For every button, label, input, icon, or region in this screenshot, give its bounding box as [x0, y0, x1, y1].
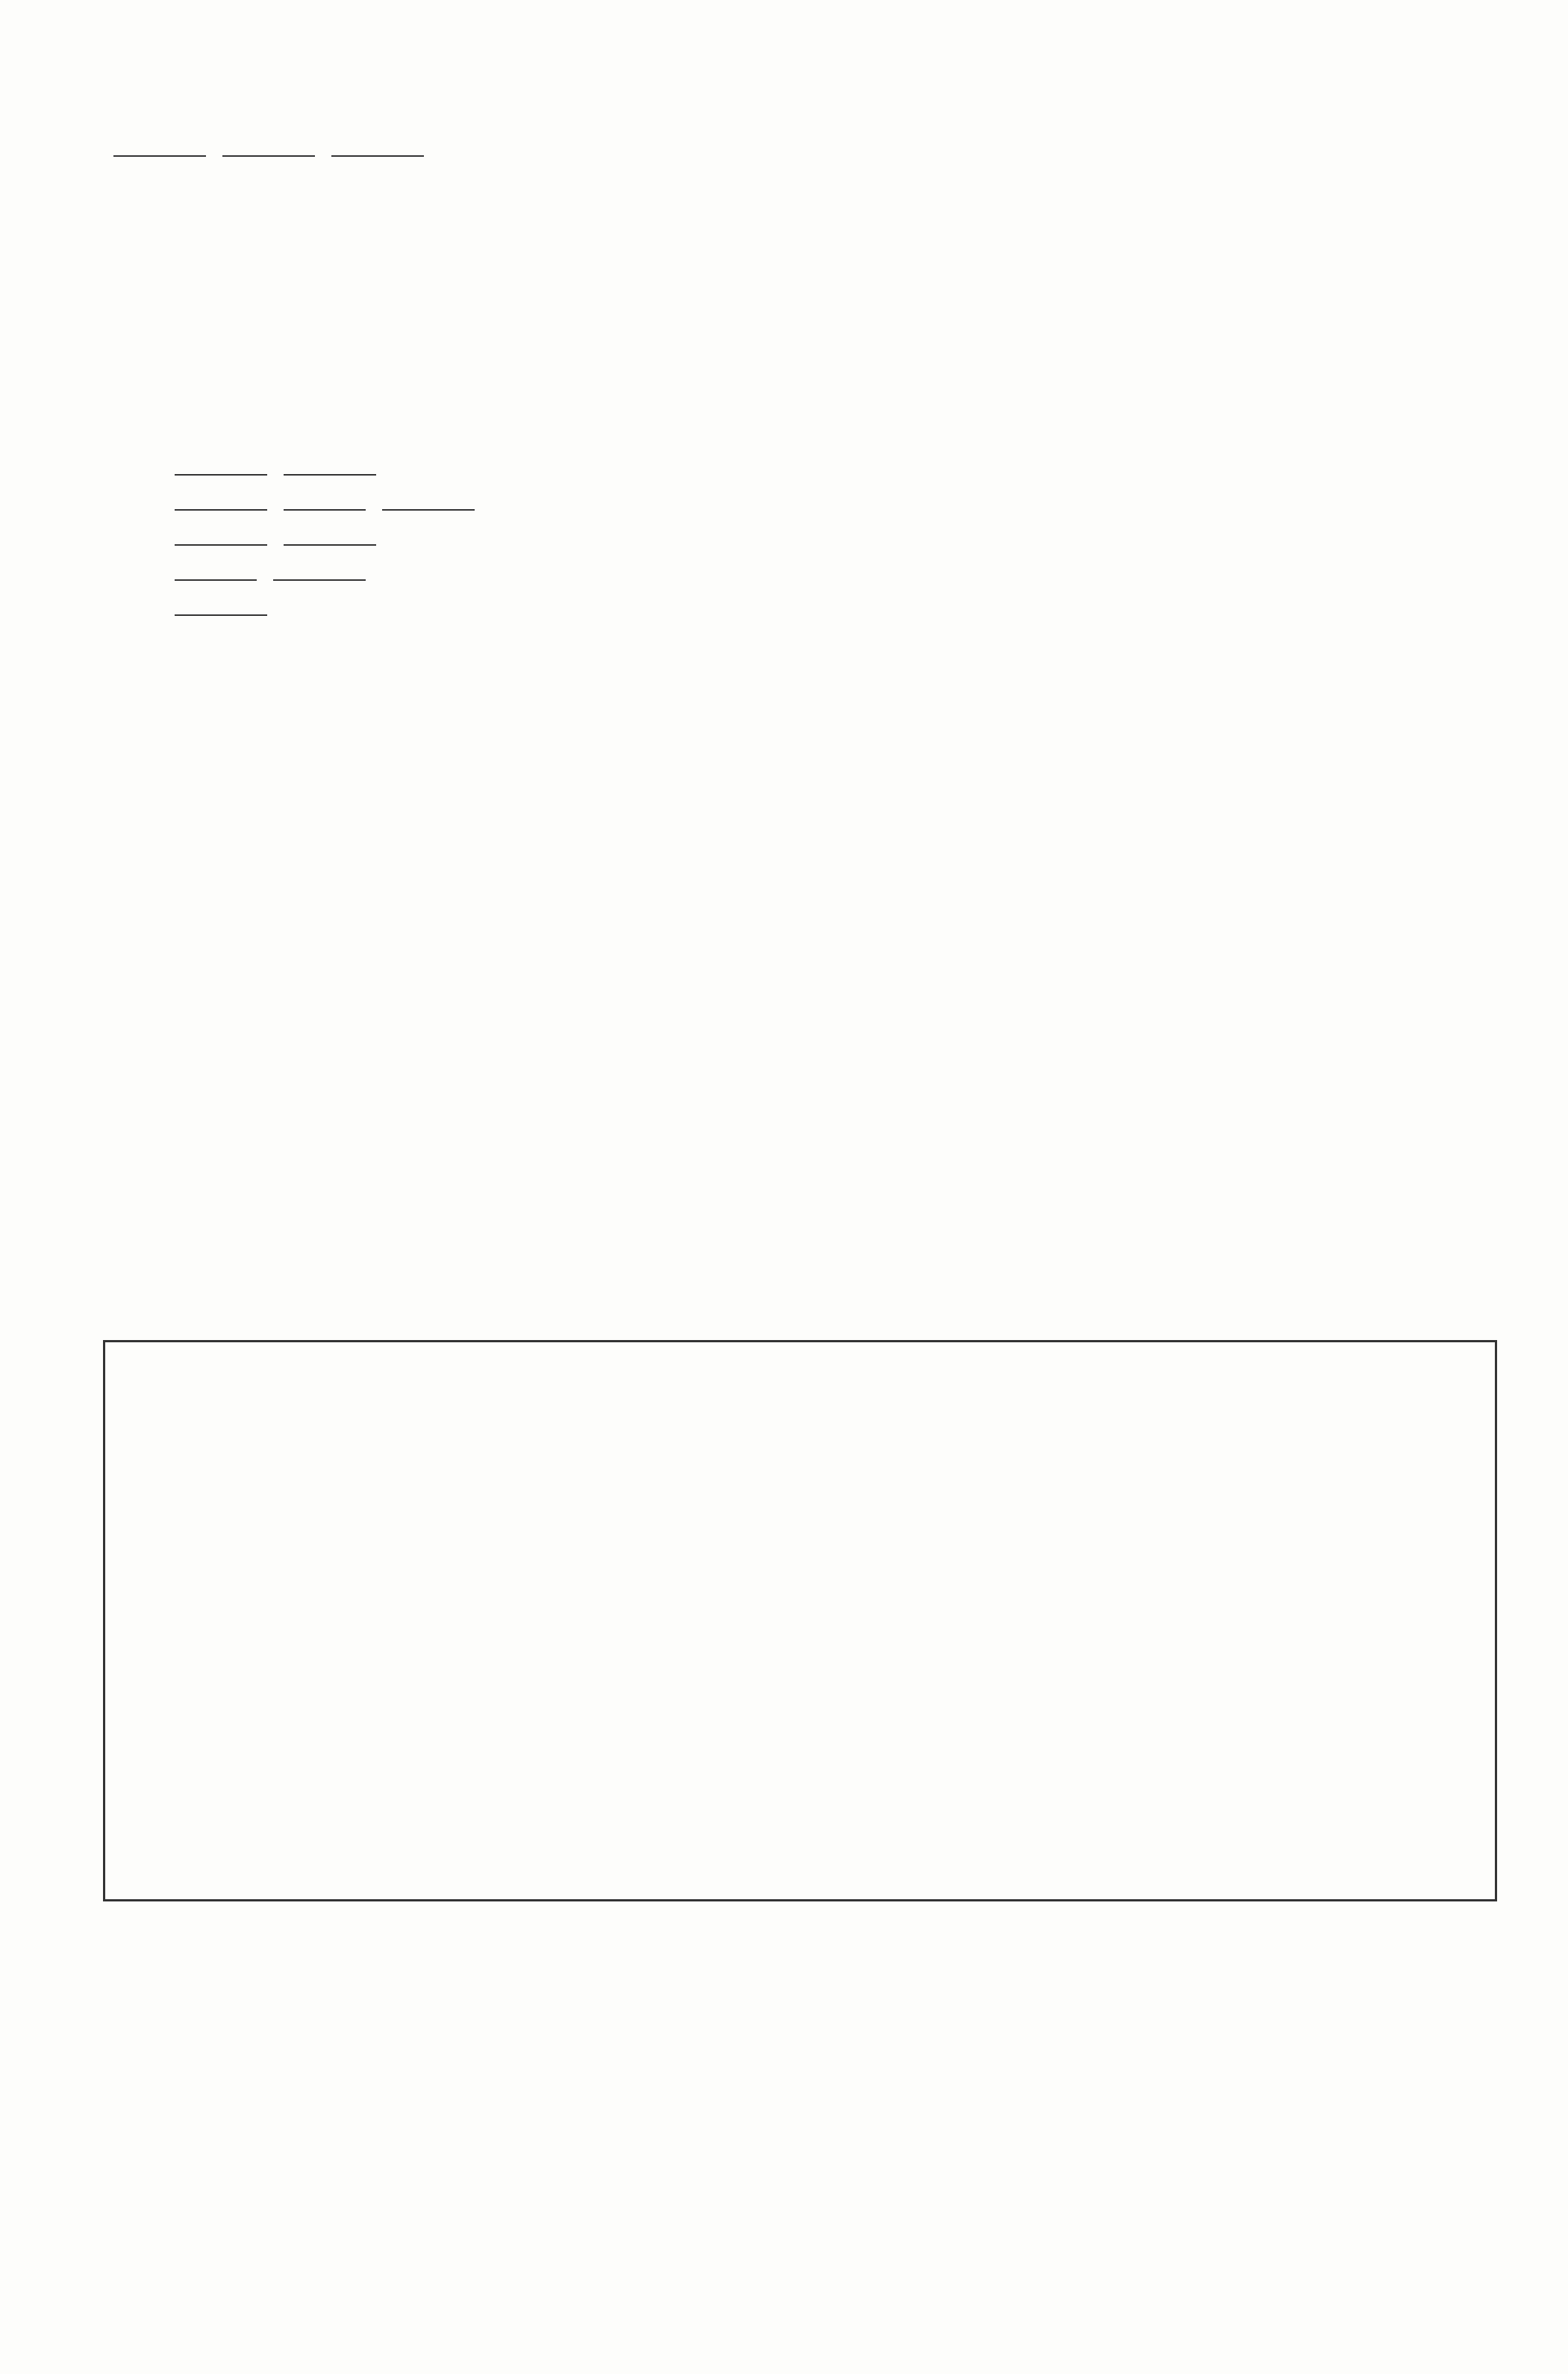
blank-58 [175, 579, 257, 581]
passage-b [109, 450, 1505, 626]
passage-b-para-2 [109, 485, 1505, 520]
blank-51 [175, 474, 267, 476]
blank-53 [175, 509, 267, 511]
entries-box [103, 1340, 1497, 1901]
blank-59 [273, 579, 366, 581]
blank-54 [284, 509, 366, 511]
blank-56 [175, 544, 267, 546]
blank-55 [382, 509, 475, 511]
blank-52 [284, 474, 376, 476]
passage-b-para-5 [109, 591, 1505, 626]
blank-48 [113, 155, 206, 157]
passage-b-para-3 [109, 520, 1505, 555]
blank-60 [175, 614, 267, 616]
passage-b-para-4 [109, 555, 1505, 591]
passage-b-para-1 [109, 450, 1505, 485]
blank-49 [222, 155, 315, 157]
passage-a-ending [109, 131, 1505, 166]
blank-50 [331, 155, 424, 157]
blank-57 [284, 544, 376, 546]
